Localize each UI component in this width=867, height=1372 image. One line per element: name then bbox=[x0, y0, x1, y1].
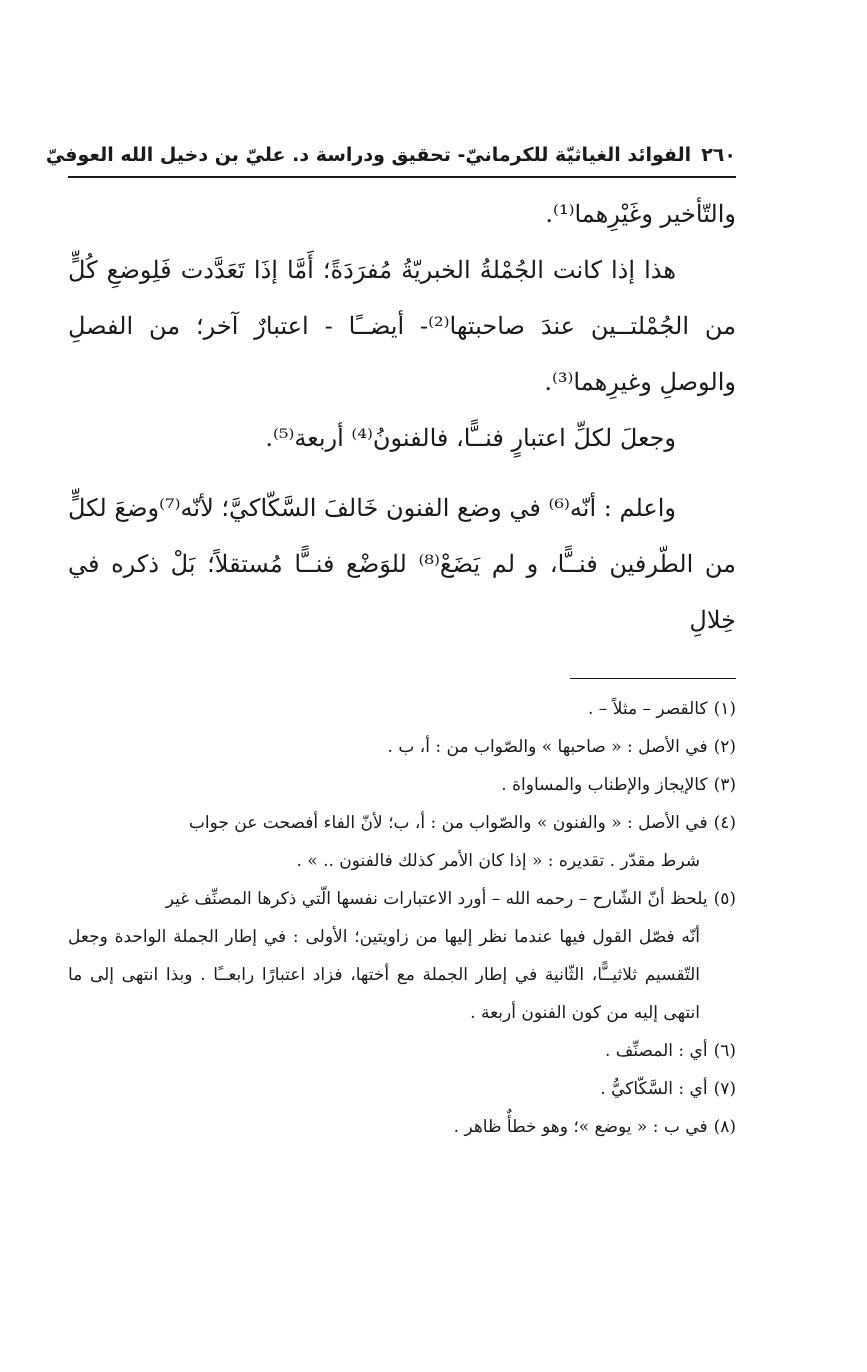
running-title: الفوائد الغياثيّة للكرمانيّ- تحقيق ودراسة د. عليّ بن دخيل الله العوفيّ bbox=[45, 144, 692, 166]
footnote-2: (٢)في الأصل : « صاحبها » والصّواب من : أ، ب . bbox=[387, 737, 736, 757]
footnote-6: (٦)أي : المصنِّف . bbox=[605, 1041, 736, 1061]
footnote-3: (٣)كالإيجاز والإطناب والمساواة . bbox=[501, 775, 736, 795]
paragraph-4: واعلم : أنّه⁽⁶⁾ في وضع الفنون خَالفَ السَّكّاكيَّ؛ لأنّه⁽⁷⁾وضعَ لكلٍّ من الطّرفين فنــًّا، و لم يَضَعْ⁽⁸⁾ للوَضْع فنــًّا مُستقلاً؛ بَلْ ذكره في خِلالِ bbox=[68, 494, 736, 634]
footnote-7: (٧)أي : السَّكّاكيُّ . bbox=[600, 1079, 736, 1099]
footnote-separator bbox=[570, 678, 736, 679]
paragraph-1: والتّأخير وغَيْرِهما⁽¹⁾. bbox=[545, 200, 736, 228]
footnote-1: (١)كالقصر – مثلاً – . bbox=[588, 699, 736, 719]
main-text bbox=[68, 186, 736, 648]
footnote-4-continuation: شرط مقدّر . تقديره : « إذا كان الأمر كذلك فالفنون .. » . bbox=[296, 851, 700, 871]
paragraph-3: وجعلَ لكلِّ اعتبارٍ فنــًّا، فالفنونُ⁽⁴⁾ أربعة⁽⁵⁾. bbox=[265, 424, 676, 452]
footnote-5-continuation: أنّه فصّل القول فيها عندما نظر إليها من زاويتين؛ الأولى : في إطار الجملة الواحدة وجعل التّقسيم ثلاثيــًّا، الثّانية في إطار الجملة مع أختها، فزاد اعتبارًا رابعــًا . وبذا انتهى إلى ما انتهى إليه من كون الفنون أربعة . bbox=[68, 927, 700, 1023]
footnote-8: (٨)في ب : « يوضع »؛ وهو خطأٌ ظاهر . bbox=[453, 1117, 736, 1137]
page-number: ٢٦٠ bbox=[701, 144, 736, 166]
page-header bbox=[45, 138, 736, 172]
header-rule bbox=[68, 176, 736, 178]
footnote-4: (٤)في الأصل : « والفنون » والصّواب من : أ، ب؛ لأنّ الفاء أفصحت عن جواب bbox=[188, 813, 736, 833]
footnotes bbox=[68, 690, 736, 1146]
paragraph-2: هذا إذا كانت الجُمْلةُ الخبريّةُ مُفرَدَةً؛ أَمَّا إذَا تَعَدَّدت فَلِوضعِ كُلٍّ من الجُمْلتــين عندَ صاحبتها⁽²⁾- أيضــًا - اعتبارٌ آخر؛ من الفصلِ والوصلِ وغيرِهما⁽³⁾. bbox=[68, 256, 737, 396]
footnote-5: (٥)يلحظ أنّ الشّارح – رحمه الله – أورد الاعتبارات نفسها الّتي ذكرها المصنِّف غير bbox=[165, 889, 736, 909]
